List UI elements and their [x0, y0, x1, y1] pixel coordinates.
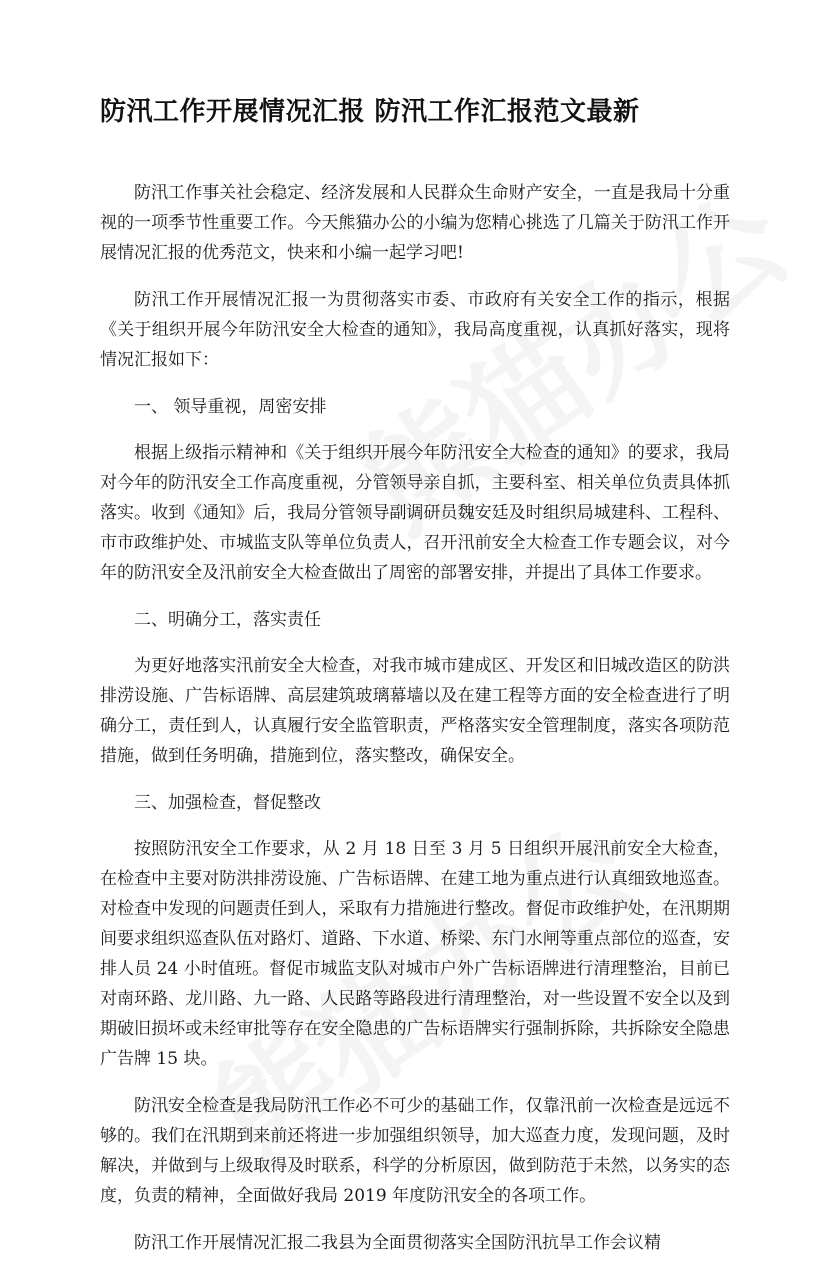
- section-2-body: 为更好地落实汛前安全大检查，对我市城市建成区、开发区和旧城改造区的防洪排涝设施、广告标语牌、高层建筑玻璃幕墙以及在建工程等方面的安全检查进行了明确分工，责任到人，认真履行安全监管职责，严格落实安全管理制度，落实各项防范措施，做到任务明确，措施到位，落实整改，确保安全。: [100, 656, 730, 766]
- section-heading-3: 三、加强检查，督促整改: [134, 793, 321, 813]
- page-title: 防汛工作开展情况汇报 防汛工作汇报范文最新: [100, 97, 640, 127]
- document-body: [100, 92, 730, 1275]
- conclusion-paragraph: 防汛安全检查是我局防汛工作必不可少的基础工作，仅靠汛前一次检查是远远不够的。我们在汛期到来前还将进一步加强组织领导，加大巡查力度，发现问题，及时解决，并做到与上级取得及时联系，科学的分析原因，做到防范于未然，以务实的态度，负责的精神，全面做好我局 2019 年度防汛安全的各项工作。: [100, 1096, 730, 1206]
- section-1-body: 根据上级指示精神和《关于组织开展今年防汛安全大检查的通知》的要求，我局对今年的防汛安全工作高度重视，分管领导亲自抓，主要科室、相关单位负责具体抓落实。收到《通知》后，我局分管领导副调研员魏安廷及时组织局城建科、工程科、市市政维护处、市城监支队等单位负责人，召开汛前安全大检查工作专题会议，对今年的防汛安全及汛前安全大检查做出了周密的部署安排，并提出了具体工作要求。: [100, 443, 730, 583]
- section-heading-1: 一、 领导重视，周密安排: [134, 397, 327, 417]
- section-3-body: 按照防汛安全工作要求，从 2 月 18 日至 3 月 5 日组织开展汛前安全大检查，在检查中主要对防洪排涝设施、广告标语牌、在建工地为重点进行认真细致地巡查。对检查中发现的问题责任到人，采取有力措施进行整改。督促市政维护处，在汛期期间要求组织巡查队伍对路灯、道路、下水道、桥梁、东门水闸等重点部位的巡查，安排人员 24 小时值班。督促市城监支队对城市户外广告标语牌进行清理整治，目前已对南环路、龙川路、九一路、人民路等路段进行清理整治，对一些设置不安全以及到期破旧损坏或未经审批等存在安全隐患的广告标语牌实行强制拆除，共拆除安全隐患广告牌 15 块。: [100, 839, 730, 1069]
- report-one-opening: 防汛工作开展情况汇报一为贯彻落实市委、市政府有关安全工作的指示，根据《关于组织开展今年防汛安全大检查的通知》，我局高度重视，认真抓好落实，现将情况汇报如下：: [100, 290, 730, 370]
- report-two-opening: 防汛工作开展情况汇报二我县为全面贯彻落实全国防汛抗旱工作会议精: [134, 1233, 661, 1253]
- section-heading-2: 二、明确分工，落实责任: [134, 610, 321, 630]
- intro-paragraph: 防汛工作事关社会稳定、经济发展和人民群众生命财产安全，一直是我局十分重视的一项季节性重要工作。今天熊猫办公的小编为您精心挑选了几篇关于防汛工作开展情况汇报的优秀范文，快来和小编一起学习吧!: [100, 183, 730, 263]
